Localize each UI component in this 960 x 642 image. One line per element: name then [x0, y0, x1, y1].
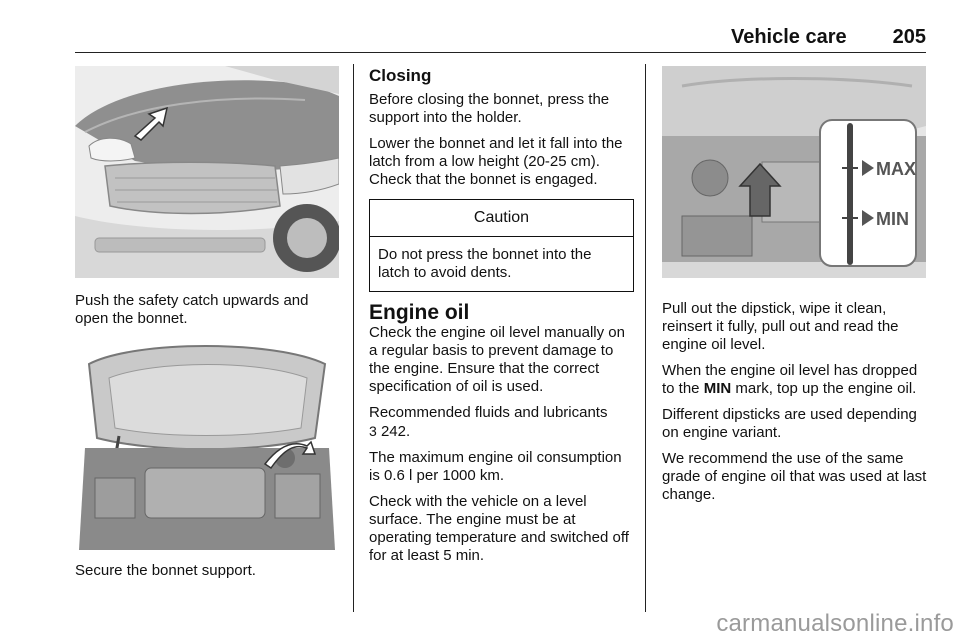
caution-text: Do not press the bonnet into the latch to avoid dents. [378, 246, 592, 281]
caution-title: Caution [370, 200, 633, 237]
dipstick-paragraph-3: Different dipsticks are used depending on engine variant. [662, 406, 917, 441]
dipstick-paragraph-2-end: mark, top up the engine oil. [735, 380, 917, 397]
watermark: carmanualsonline.info [716, 610, 954, 637]
figure-bonnet-support [75, 338, 339, 550]
dipstick-min-label: MIN [876, 209, 909, 229]
page-reference-link[interactable]: 242. [380, 423, 411, 440]
page-number: 205 [892, 26, 926, 48]
closing-paragraph-1: Before closing the bonnet, press the support into the holder. [369, 91, 610, 126]
closing-paragraph-2: Lower the bonnet and let it fall into the latch from a low height (20-25 cm). Check that the bonnet is engaged. [369, 135, 623, 188]
page-header [75, 26, 926, 50]
page-reference-icon: 3 [369, 423, 377, 439]
dipstick-max-label: MAX [876, 159, 916, 179]
dipstick-paragraph-2 [662, 362, 927, 398]
column-divider-left [353, 64, 354, 612]
dipstick-paragraph-1: Pull out the dipstick, wipe it clean, reinsert it fully, pull out and read the engine oil level. [662, 300, 899, 353]
oil-paragraph-2-text: Recommended fluids and lubricants [369, 404, 608, 421]
figure-dipstick [662, 66, 926, 278]
right-column [662, 300, 927, 512]
middle-column [369, 67, 634, 573]
min-mark-label: MIN [703, 380, 732, 397]
oil-paragraph-4: Check with the vehicle on a level surface. The engine must be at operating temperature and switched off for at least 5 min. [369, 493, 629, 564]
closing-heading: Closing [369, 66, 432, 85]
oil-paragraph-2 [369, 404, 634, 441]
engine-oil-heading: Engine oil [369, 301, 470, 324]
caution-box [369, 199, 634, 292]
dipstick-paragraph-4: We recommend the use of the same grade of engine oil that was used at last change. [662, 450, 927, 503]
oil-paragraph-1: Check the engine oil level manually on a regular basis to prevent damage to the engine. Ensure that the correct specification of oil is used. [369, 324, 625, 395]
section-title: Vehicle care [730, 26, 847, 48]
caption-bonnet-release: Push the safety catch upwards and open the bonnet. [75, 292, 309, 327]
caption-bonnet-support: Secure the bonnet support. [75, 562, 256, 579]
header-rule [75, 52, 926, 53]
oil-paragraph-3: The maximum engine oil consumption is 0.6 l per 1000 km. [369, 449, 622, 484]
column-divider-right [645, 64, 646, 612]
figure-bonnet-release [75, 66, 339, 278]
dipstick-paragraph-2-start: When the engine oil level has dropped to the [662, 362, 918, 397]
